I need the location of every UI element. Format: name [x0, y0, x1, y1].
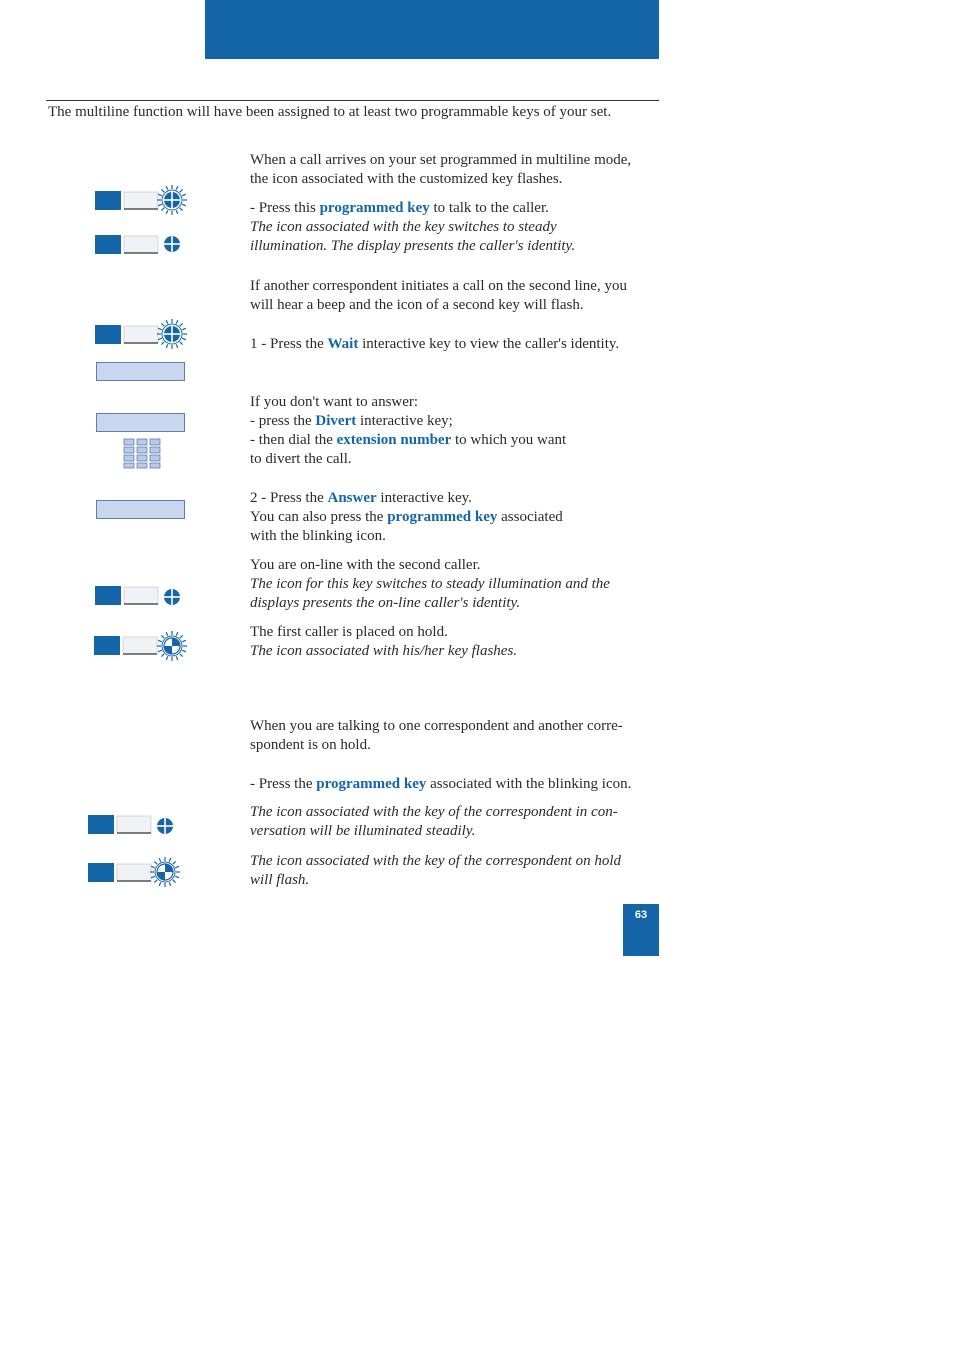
text-line — [250, 508, 665, 527]
text-span: associated with the blinking icon. — [426, 776, 632, 792]
conversation-note — [250, 803, 665, 841]
divert-softkey[interactable] — [96, 413, 185, 432]
text-line: to divert the call. — [250, 451, 352, 467]
programmed-key-steady-icon — [95, 227, 191, 263]
programmed-key-link: programmed key — [387, 509, 498, 525]
text-line: If you don't want to answer: — [250, 394, 419, 410]
text-span: interactive key. — [376, 490, 472, 506]
text-span: - press the — [250, 413, 316, 429]
text-line — [250, 489, 665, 508]
wait-softkey[interactable] — [96, 362, 185, 381]
note-line: The icon associated with the key switches to steady — [250, 219, 557, 235]
header-rule — [46, 100, 659, 101]
text-span: - Press the — [250, 776, 317, 792]
answer-softkey[interactable] — [96, 500, 185, 519]
text-line — [250, 335, 665, 354]
text-span: interactive key; — [356, 413, 453, 429]
hold-text — [250, 623, 665, 661]
text-span: You can also press the — [250, 509, 388, 525]
text-line: You are on-line with the second caller. — [250, 557, 481, 573]
programmed-key-steady-icon — [95, 578, 191, 614]
dial-keypad-icon — [123, 438, 161, 469]
programmed-key-steady-icon — [88, 807, 184, 843]
talking-text — [250, 717, 665, 755]
no-answer-text — [250, 393, 665, 469]
programmed-key-flashing-icon — [95, 183, 191, 219]
wait-key-label: Wait — [327, 336, 359, 352]
text-line — [250, 775, 665, 794]
intro-text: The multiline function will have been assigned to at least two programmable keys of your set. — [48, 104, 612, 120]
page-number-tab — [623, 904, 659, 956]
text-span: 2 - Press the — [250, 490, 328, 506]
header-bar — [205, 0, 659, 59]
text-line: the icon associated with the customized key flashes. — [250, 171, 563, 187]
note-line: The icon associated with the key of the correspondent in con- — [250, 804, 618, 820]
text-line: will hear a beep and the icon of a second key will flash. — [250, 297, 584, 313]
divert-key-label: Divert — [315, 413, 357, 429]
note-line: The icon associated with his/her key flashes. — [250, 643, 518, 659]
text-span: interactive key to view the caller's identity. — [358, 336, 620, 352]
text-span: - then dial the — [250, 432, 337, 448]
programmed-key-flashing-icon — [95, 317, 191, 353]
extension-number-label: extension number — [336, 432, 452, 448]
programmed-key-hold-flashing-icon — [88, 855, 184, 891]
programmed-key-hold-flashing-icon — [94, 628, 190, 664]
incoming-call-text — [250, 151, 665, 189]
text-line: When you are talking to one correspondent and another corre- — [250, 718, 623, 734]
second-call-text — [250, 277, 665, 315]
note-line: versation will be illuminated steadily. — [250, 823, 476, 839]
note-line: The icon for this key switches to steady illumination and the — [250, 576, 610, 592]
text-line: with the blinking icon. — [250, 528, 386, 544]
page-number: 63 — [634, 909, 648, 921]
note-line: displays presents the on-line caller's identity. — [250, 595, 521, 611]
text-span: 1 - Press the — [250, 336, 328, 352]
note-line: will flash. — [250, 872, 310, 888]
note-line: The icon associated with the key of the correspondent on hold — [250, 853, 622, 869]
text-line: When a call arrives on your set programmed in multiline mode, — [250, 152, 632, 168]
programmed-key-link: programmed key — [319, 200, 430, 216]
answer-key-label: Answer — [327, 490, 377, 506]
text-span: to which you want — [451, 432, 567, 448]
text-line: The first caller is placed on hold. — [250, 624, 448, 640]
text-span: to talk to the caller. — [429, 200, 549, 216]
text-line — [250, 412, 665, 431]
text-line — [250, 199, 665, 218]
programmed-key-link: programmed key — [316, 776, 427, 792]
text-span: associated — [497, 509, 563, 525]
on-hold-note — [250, 852, 665, 890]
answer-step — [250, 489, 665, 546]
text-line: If another correspondent initiates a call on the second line, you — [250, 278, 627, 294]
press-key-step — [250, 199, 665, 256]
note-line: illumination. The display presents the caller's identity. — [250, 238, 576, 254]
text-line: spondent is on hold. — [250, 737, 371, 753]
text-line — [250, 431, 665, 450]
wait-step — [250, 335, 665, 354]
online-text — [250, 556, 665, 613]
text-span: - Press this — [250, 200, 320, 216]
press-blinking-step — [250, 775, 665, 794]
